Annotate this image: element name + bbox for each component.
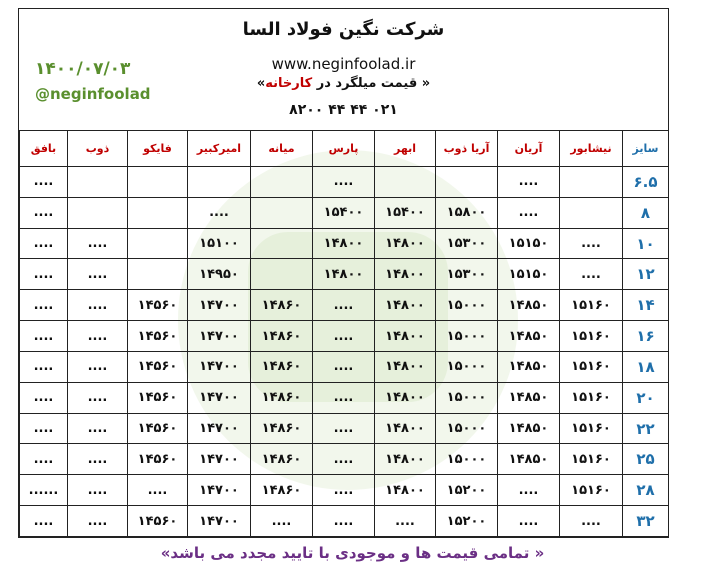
- price-cell: [128, 228, 188, 259]
- price-cell: ....: [20, 290, 68, 321]
- price-cell: ۱۴۸۰۰: [375, 228, 436, 259]
- price-cell: ....: [68, 290, 128, 321]
- price-cell: ۱۴۷۰۰: [188, 506, 251, 537]
- table-row: [20, 290, 669, 321]
- price-cell: ....: [313, 321, 375, 352]
- table-header-row: [20, 131, 669, 167]
- price-cell: ....: [313, 475, 375, 506]
- price-cell: ۱۵۳۰۰: [436, 259, 498, 290]
- table-row: [20, 167, 669, 198]
- price-sheet: [18, 8, 669, 538]
- price-cell: ....: [68, 475, 128, 506]
- price-cell: ۱۵۱۶۰: [560, 475, 623, 506]
- price-cell: ۱۴۸۵۰: [498, 351, 560, 382]
- size-cell: ۳۲: [623, 506, 669, 537]
- price-cell: ....: [313, 351, 375, 382]
- instagram-handle: @neginfoolad: [35, 85, 151, 103]
- price-cell: ....: [68, 413, 128, 444]
- price-cell: ۱۴۸۰۰: [375, 259, 436, 290]
- price-cell: ....: [20, 197, 68, 228]
- table-row: [20, 351, 669, 382]
- price-cell: ....: [560, 259, 623, 290]
- price-cell: ۱۴۸۵۰: [498, 444, 560, 475]
- price-cell: ۱۴۸۶۰: [251, 444, 313, 475]
- price-cell: ....: [20, 228, 68, 259]
- price-cell: ....: [68, 382, 128, 413]
- price-cell: ....: [313, 413, 375, 444]
- table-row: [20, 413, 669, 444]
- price-cell: ....: [498, 197, 560, 228]
- price-cell: ....: [68, 506, 128, 537]
- price-cell: ....: [313, 167, 375, 198]
- price-cell: ......: [20, 475, 68, 506]
- price-cell: ۱۴۷۰۰: [188, 413, 251, 444]
- price-cell: ....: [20, 444, 68, 475]
- price-cell: ۱۵۴۰۰: [313, 197, 375, 228]
- table-row: [20, 506, 669, 537]
- price-cell: ۱۴۸۰۰: [375, 413, 436, 444]
- price-cell: ۱۴۵۶۰: [128, 321, 188, 352]
- price-cell: ۱۵۱۶۰: [560, 321, 623, 352]
- price-cell: ....: [68, 259, 128, 290]
- price-cell: ۱۵۲۰۰: [436, 506, 498, 537]
- table-row: [20, 197, 669, 228]
- price-cell: ۱۵۱۶۰: [560, 413, 623, 444]
- price-cell: [128, 197, 188, 228]
- price-cell: ....: [20, 506, 68, 537]
- price-cell: ....: [20, 167, 68, 198]
- price-cell: ....: [498, 475, 560, 506]
- price-cell: ۱۵۱۰۰: [188, 228, 251, 259]
- price-cell: [560, 167, 623, 198]
- price-table: [19, 130, 669, 537]
- price-cell: ۱۴۷۰۰: [188, 351, 251, 382]
- price-cell: ۱۴۸۰۰: [375, 351, 436, 382]
- price-cell: ۱۵۴۰۰: [375, 197, 436, 228]
- website-link[interactable]: www.neginfoolad.ir: [271, 55, 416, 73]
- price-cell: ۱۴۸۰۰: [375, 382, 436, 413]
- column-header: بافق: [20, 131, 68, 167]
- table-row: [20, 228, 669, 259]
- price-cell: ....: [251, 506, 313, 537]
- size-cell: ۱۴: [623, 290, 669, 321]
- sheet-header: [19, 9, 668, 131]
- price-cell: ۱۴۵۶۰: [128, 351, 188, 382]
- price-cell: ....: [68, 351, 128, 382]
- price-cell: ۱۴۸۵۰: [498, 413, 560, 444]
- price-cell: [375, 167, 436, 198]
- column-header: آریا ذوب: [436, 131, 498, 167]
- price-cell: ....: [560, 228, 623, 259]
- price-cell: ۱۵۰۰۰: [436, 444, 498, 475]
- price-cell: ۱۴۵۶۰: [128, 413, 188, 444]
- price-cell: [251, 167, 313, 198]
- price-cell: ....: [560, 506, 623, 537]
- table-row: [20, 475, 669, 506]
- price-cell: ۱۵۱۶۰: [560, 444, 623, 475]
- price-cell: ۱۴۸۶۰: [251, 475, 313, 506]
- price-cell: ....: [313, 290, 375, 321]
- price-cell: ۱۵۱۶۰: [560, 382, 623, 413]
- table-row: [20, 321, 669, 352]
- column-header: میانه: [251, 131, 313, 167]
- price-cell: ۱۴۸۶۰: [251, 382, 313, 413]
- price-cell: ۱۴۵۶۰: [128, 444, 188, 475]
- date-stamp: ۱۴۰۰/۰۷/۰۳: [35, 59, 131, 79]
- size-cell: ۱۰: [623, 228, 669, 259]
- price-cell: ....: [188, 197, 251, 228]
- size-cell: ۱۶: [623, 321, 669, 352]
- price-cell: ....: [313, 444, 375, 475]
- column-header: فایکو: [128, 131, 188, 167]
- price-cell: ۱۵۱۵۰: [498, 228, 560, 259]
- subtitle-open: « قیمت میلگرد در: [312, 76, 431, 91]
- column-header: نیشابور: [560, 131, 623, 167]
- price-cell: ۱۵۰۰۰: [436, 290, 498, 321]
- price-cell: ۱۴۷۰۰: [188, 444, 251, 475]
- price-cell: ۱۴۸۰۰: [313, 259, 375, 290]
- price-cell: ....: [68, 444, 128, 475]
- price-cell: [251, 197, 313, 228]
- price-cell: ۱۴۸۵۰: [498, 382, 560, 413]
- size-cell: ۶.۵: [623, 167, 669, 198]
- size-cell: ۲۵: [623, 444, 669, 475]
- price-cell: ۱۴۸۰۰: [375, 444, 436, 475]
- price-cell: ۱۵۱۵۰: [498, 259, 560, 290]
- price-cell: ۱۵۳۰۰: [436, 228, 498, 259]
- price-cell: ۱۴۸۶۰: [251, 290, 313, 321]
- table-body: [20, 167, 669, 537]
- size-cell: ۲۸: [623, 475, 669, 506]
- price-cell: [436, 167, 498, 198]
- price-cell: ۱۴۹۵۰: [188, 259, 251, 290]
- price-cell: ....: [498, 167, 560, 198]
- price-cell: ....: [68, 228, 128, 259]
- page-subtitle: [19, 76, 668, 91]
- table-row: [20, 382, 669, 413]
- table-row: [20, 444, 669, 475]
- price-cell: ۱۴۸۰۰: [375, 290, 436, 321]
- price-cell: ۱۴۸۰۰: [375, 475, 436, 506]
- size-cell: ۲۰: [623, 382, 669, 413]
- price-cell: ....: [20, 351, 68, 382]
- price-cell: ۱۴۷۰۰: [188, 321, 251, 352]
- price-cell: ۱۴۸۶۰: [251, 321, 313, 352]
- price-cell: ۱۴۸۰۰: [313, 228, 375, 259]
- price-cell: ۱۵۸۰۰: [436, 197, 498, 228]
- price-cell: [251, 228, 313, 259]
- price-cell: ۱۵۰۰۰: [436, 413, 498, 444]
- price-cell: ....: [68, 321, 128, 352]
- price-cell: ۱۵۱۶۰: [560, 290, 623, 321]
- price-cell: ۱۵۲۰۰: [436, 475, 498, 506]
- price-cell: ۱۴۵۶۰: [128, 506, 188, 537]
- footer-note: « تمامی قیمت ها و موجودی با تایید مجدد می باشد»: [160, 544, 545, 562]
- size-cell: ۱۲: [623, 259, 669, 290]
- price-cell: [128, 167, 188, 198]
- price-cell: ۱۴۸۵۰: [498, 321, 560, 352]
- phone-number: ۰۲۱ ۴۴ ۴۴ ۸۲۰۰: [289, 102, 398, 118]
- price-cell: ....: [20, 259, 68, 290]
- price-cell: ۱۴۷۰۰: [188, 290, 251, 321]
- price-cell: ۱۵۱۶۰: [560, 351, 623, 382]
- size-cell: ۸: [623, 197, 669, 228]
- column-header: ذوب: [68, 131, 128, 167]
- price-cell: ....: [20, 321, 68, 352]
- subtitle-highlight: کارخانه: [265, 76, 313, 91]
- price-cell: ۱۴۸۵۰: [498, 290, 560, 321]
- price-cell: ۱۴۷۰۰: [188, 475, 251, 506]
- column-header: ابهر: [375, 131, 436, 167]
- size-cell: ۲۲: [623, 413, 669, 444]
- table-row: [20, 259, 669, 290]
- size-cell: ۱۸: [623, 351, 669, 382]
- price-cell: ۱۵۰۰۰: [436, 351, 498, 382]
- company-name: شرکت نگین فولاد السا: [242, 19, 445, 40]
- price-cell: ۱۴۵۶۰: [128, 290, 188, 321]
- price-cell: [188, 167, 251, 198]
- price-cell: [128, 259, 188, 290]
- price-cell: ....: [313, 506, 375, 537]
- price-cell: ....: [20, 382, 68, 413]
- subtitle-close: »: [256, 76, 266, 91]
- price-cell: ۱۴۷۰۰: [188, 382, 251, 413]
- price-cell: ۱۵۰۰۰: [436, 321, 498, 352]
- price-cell: ۱۴۸۶۰: [251, 413, 313, 444]
- price-cell: ....: [128, 475, 188, 506]
- price-cell: ....: [375, 506, 436, 537]
- price-cell: [68, 167, 128, 198]
- column-header: آریان: [498, 131, 560, 167]
- column-header: پارس: [313, 131, 375, 167]
- column-header: سایز: [623, 131, 669, 167]
- price-cell: [251, 259, 313, 290]
- price-cell: [560, 197, 623, 228]
- column-header: امیرکبیر: [188, 131, 251, 167]
- price-cell: ۱۴۵۶۰: [128, 382, 188, 413]
- price-cell: ....: [498, 506, 560, 537]
- price-cell: [68, 197, 128, 228]
- price-cell: ۱۴۸۰۰: [375, 321, 436, 352]
- price-cell: ۱۵۰۰۰: [436, 382, 498, 413]
- price-cell: ....: [20, 413, 68, 444]
- price-cell: ۱۴۸۶۰: [251, 351, 313, 382]
- price-cell: ....: [313, 382, 375, 413]
